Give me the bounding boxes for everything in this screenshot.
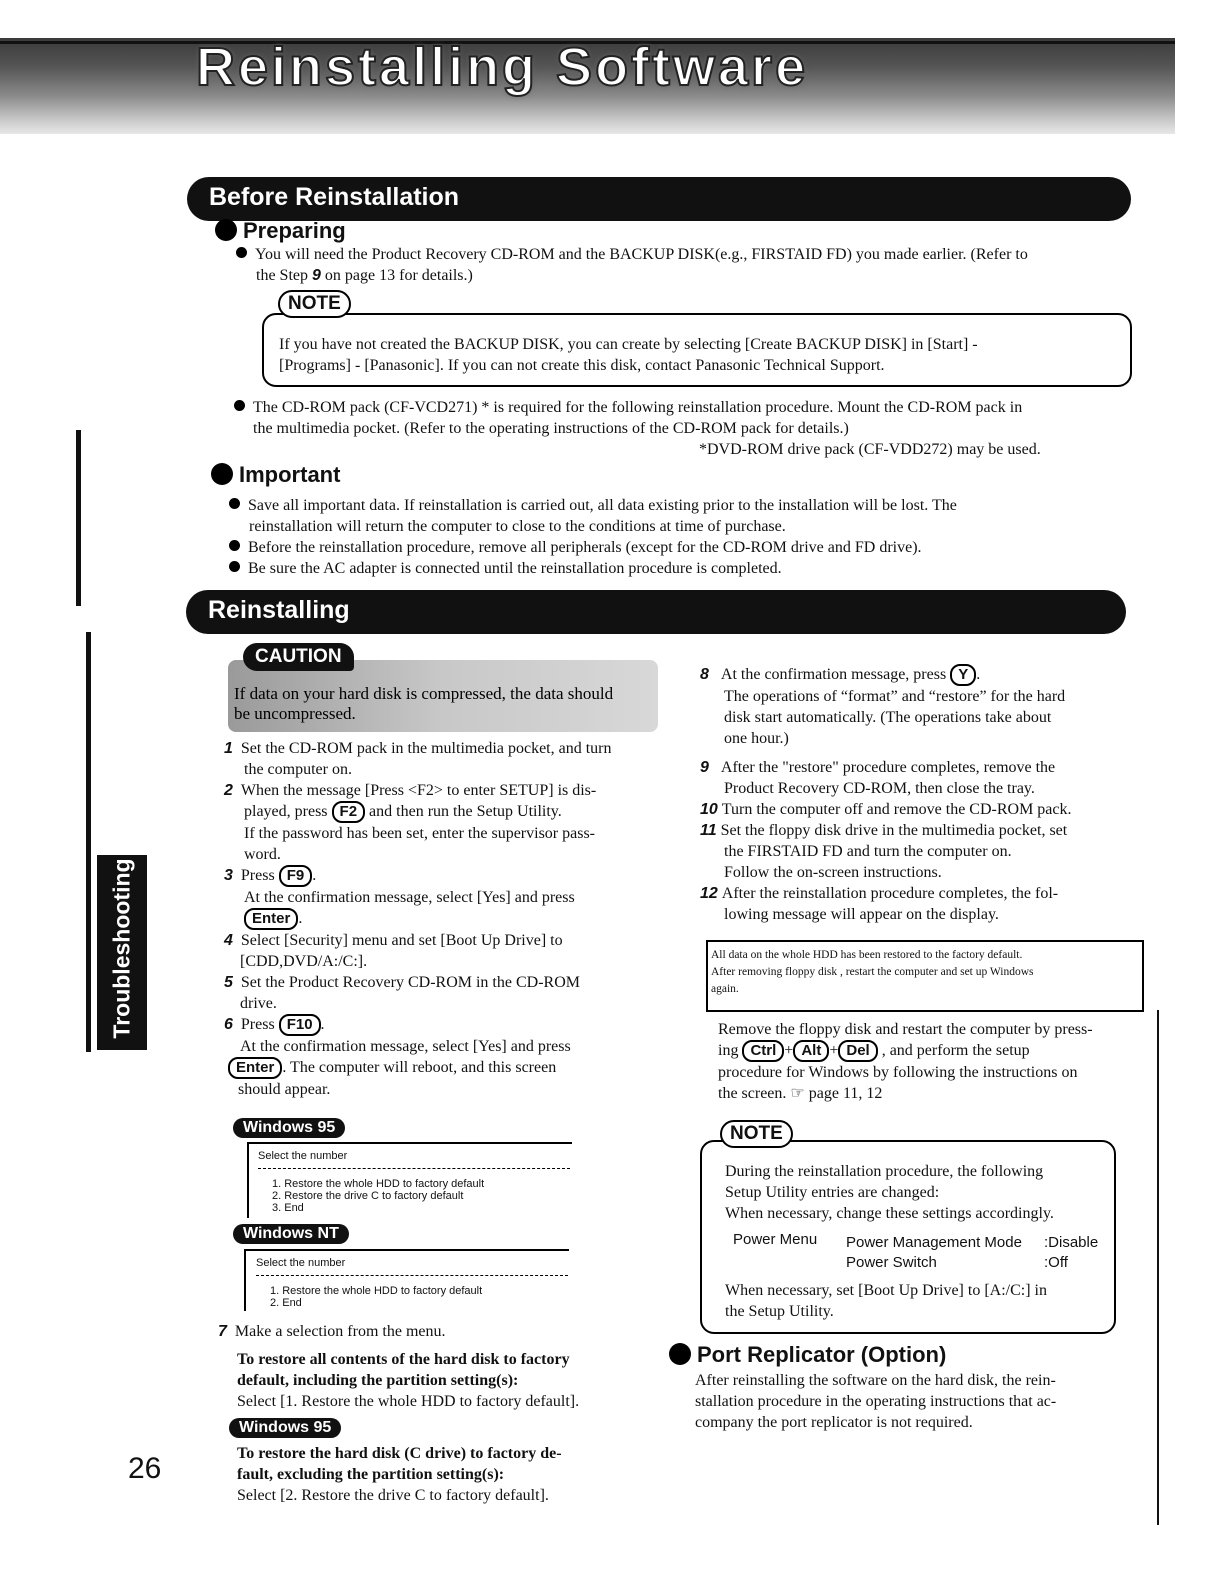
windowsnt-tag: Windows NT bbox=[233, 1224, 349, 1244]
message-text: All data on the whole HDD has been restored to the factory default. After removing floppy disk , restart the computer and set up Windows again. bbox=[711, 949, 1034, 995]
caution-tag: CAUTION bbox=[243, 643, 354, 671]
del-key: Del bbox=[838, 1040, 877, 1062]
windowsnt-menu: 1. Restore the whole HDD to factory default 2. End bbox=[270, 1285, 483, 1309]
section-bar-reinstalling bbox=[186, 590, 1126, 634]
bullet-icon bbox=[211, 463, 233, 485]
bullet-icon bbox=[229, 498, 240, 509]
caution-text: If data on your hard disk is compressed, the data should be uncompressed. bbox=[234, 684, 614, 723]
screen-rule bbox=[244, 1249, 246, 1311]
alt-key: Alt bbox=[793, 1040, 829, 1062]
section-title: Reinstalling bbox=[208, 596, 350, 624]
f9-key: F9 bbox=[279, 865, 313, 887]
power-menu-items: Power Management Mode Power Switch bbox=[846, 1234, 1022, 1271]
screen-rule bbox=[247, 1142, 572, 1144]
side-tab bbox=[97, 855, 147, 1050]
ctrl-key: Ctrl bbox=[742, 1040, 784, 1062]
preparing-heading: Preparing bbox=[215, 218, 346, 244]
bullet-icon bbox=[236, 247, 247, 258]
y-key: Y bbox=[950, 664, 976, 686]
margin-mark bbox=[1157, 1010, 1159, 1525]
note-tag: NOTE bbox=[720, 1120, 793, 1148]
steps-right: 8 At the confirmation message, press Y . The operations of “format” and “restore” for the hard disk start automatically. (The operations take about one hour.) 9 After the "restore" procedure completes, remove the Product Recovery CD-ROM, then close the tray. 10 Turn the computer off and remove the CD-ROM pack. 11 Set the floppy disk drive in the multimedia pocket, set the FIRSTAID FD and turn the computer on. Follow the on-screen instructions. 12 After the reinstallation procedure completes, the fol- lowing message will appear on the display. bbox=[700, 666, 1072, 923]
note-text: When necessary, set [Boot Up Drive] to [A:/C:] in the Setup Utility. bbox=[725, 1282, 1047, 1320]
section-title: Before Reinstallation bbox=[209, 183, 460, 211]
windows95-tag: Windows 95 bbox=[233, 1118, 345, 1138]
steps-left: 1 Set the CD-ROM pack in the multimedia pocket, and turn the computer on. 2 When the message [Press <F2> to enter SETUP] is dis- played, press F2 and then run the Setup Utility. If the password has been set, enter the supervisor pass- word. 3 Press F9 . At the confirmation message, select [Yes] and press Enter . 4 Select [Security] menu and set [Boot Up Drive] to [CDD,DVD/A:/C:]. 5 Set the Product Recovery CD-ROM in the CD-ROM drive. 6 Press F10 . At the confirmation message, select [Yes] and press Enter . The computer will reboot, and this screen should appear. bbox=[224, 740, 612, 1098]
cdrom-text: The CD-ROM pack (CF-VCD271) * is required for the following reinstallation procedure. Mount the CD-ROM pack in the multimedia pocket. (Refer to the operating instructions of the CD-ROM pack for details.) *DVD-ROM drive pack (CF-VDD272) may be used. bbox=[234, 397, 1139, 460]
bullet-icon bbox=[669, 1343, 691, 1365]
side-tab-label: Troubleshooting bbox=[108, 858, 135, 1039]
windows95-menu: 1. Restore the whole HDD to factory default 2. Restore the drive C to factory default 3. End bbox=[272, 1178, 485, 1214]
note-tag: NOTE bbox=[278, 290, 351, 318]
screen-divider bbox=[256, 1275, 568, 1276]
page-reference-icon: ☞ bbox=[790, 1085, 805, 1102]
screen-rule bbox=[247, 1142, 249, 1218]
screen-divider bbox=[258, 1168, 570, 1169]
bullet-icon bbox=[229, 540, 240, 551]
step-7-option-2: To restore the hard disk (C drive) to factory de- fault, excluding the partition setting(s): Select [2. Restore the drive C to factory default]. bbox=[237, 1445, 562, 1504]
f10-key: F10 bbox=[279, 1014, 321, 1036]
screen-rule bbox=[244, 1249, 569, 1251]
important-list: Save all important data. If reinstallation is carried out, all data existing prior to the installation will be lost. The reinstallation will return the computer to close to the conditions at time of purchase. Before the reinstallation procedure, remove all peripherals (except for the CD-ROM drive and FD drive). Be sure the AC adapter is connected until the reinstallation procedure is completed. bbox=[229, 495, 1129, 579]
windows95-screen-title: Select the number bbox=[258, 1150, 348, 1162]
enter-key: Enter bbox=[228, 1057, 282, 1079]
page-title: Reinstalling Software bbox=[196, 37, 809, 97]
note-text: During the reinstallation procedure, the following Setup Utility entries are changed: When necessary, change these settings accordingly. bbox=[725, 1163, 1054, 1222]
power-menu-values: :Disable :Off bbox=[1044, 1234, 1099, 1271]
step-7: 7 Make a selection from the menu. To restore all contents of the hard disk to factory default, including the partition setting(s): Select [1. Restore the whole HDD to factory default]. bbox=[218, 1323, 580, 1410]
f2-key: F2 bbox=[332, 801, 366, 823]
margin-mark bbox=[76, 430, 81, 606]
note-text: If you have not created the BACKUP DISK, you can create by selecting [Create BACKUP DISK] in [Start] - [Programs] - [Panasonic]. If you can not create this disk, contact Panasonic Technical Support. bbox=[279, 336, 978, 374]
bullet-icon bbox=[229, 561, 240, 572]
after-text: Remove the floppy disk and restart the computer by press- ing Ctrl + Alt + Del , and perform the setup procedure for Windows by following the instructions on the screen. ☞ page 11, 12 bbox=[718, 1021, 1093, 1102]
margin-mark bbox=[86, 632, 91, 1052]
bullet-icon bbox=[215, 219, 237, 241]
important-heading: Important bbox=[211, 462, 340, 488]
port-replicator-heading: Port Replicator (Option) bbox=[669, 1342, 946, 1368]
section-bar-before bbox=[187, 177, 1131, 221]
preparing-text: You will need the Product Recovery CD-ROM and the BACKUP DISK(e.g., FIRSTAID FD) you made earlier. (Refer to the Step 9 on page 13 for details.) bbox=[236, 244, 1141, 286]
port-replicator-text: After reinstalling the software on the hard disk, the rein- stallation procedure in the operating instructions that ac- company the port replicator is not required. bbox=[695, 1372, 1057, 1431]
power-menu-label: Power Menu bbox=[733, 1231, 818, 1248]
page-number: 26 bbox=[128, 1452, 162, 1485]
windowsnt-screen-title: Select the number bbox=[256, 1257, 346, 1269]
bullet-icon bbox=[234, 400, 245, 411]
enter-key: Enter bbox=[244, 908, 298, 930]
windows95-tag: Windows 95 bbox=[229, 1418, 341, 1438]
